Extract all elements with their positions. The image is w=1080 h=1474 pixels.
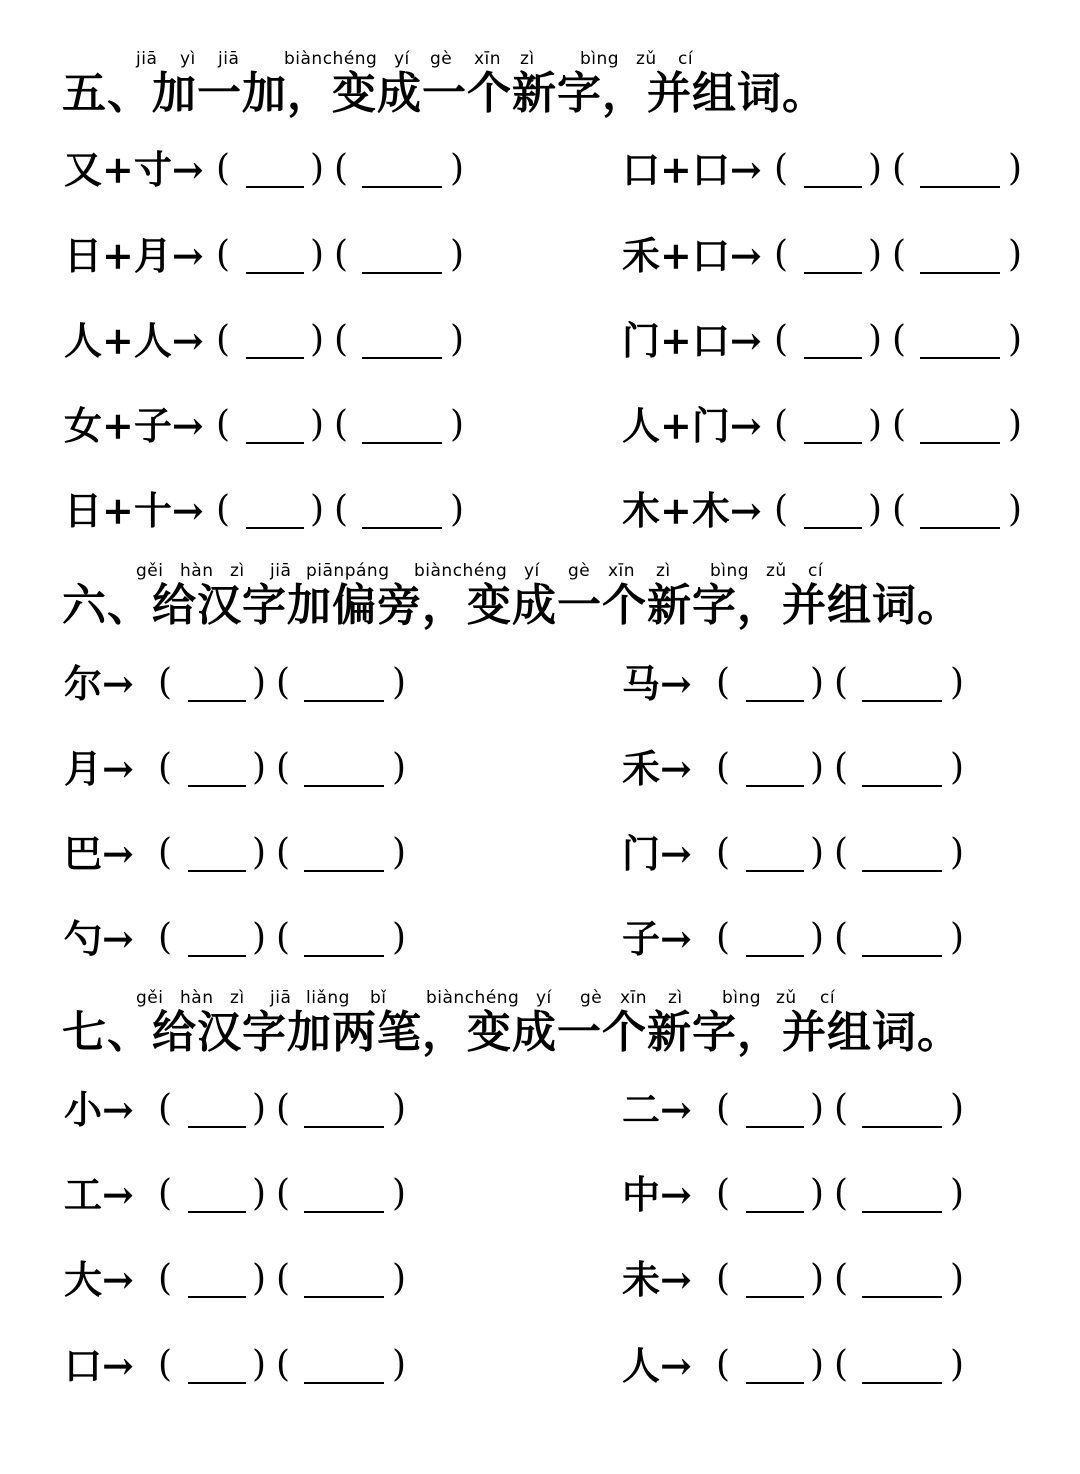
exercise-row bbox=[622, 1250, 1080, 1310]
exercise-expression: 木+木→ bbox=[622, 488, 762, 533]
paren-open: ( bbox=[716, 917, 731, 958]
exercise-expression: 口→ bbox=[64, 1343, 134, 1388]
paren-close: ) bbox=[392, 917, 407, 958]
paren-close: ) bbox=[950, 917, 965, 958]
paren-open: ( bbox=[834, 1258, 849, 1299]
paren-open: ( bbox=[334, 234, 349, 275]
paren-close: ) bbox=[868, 234, 883, 275]
word-blank[interactable] bbox=[920, 186, 1000, 188]
paren-open: ( bbox=[158, 1173, 173, 1214]
exercise-row bbox=[622, 226, 1080, 286]
paren-close: ) bbox=[950, 662, 965, 703]
paren-close: ) bbox=[252, 1258, 267, 1299]
paren-open: ( bbox=[716, 747, 731, 788]
exercise-row bbox=[622, 481, 1080, 541]
pinyin: liǎng bbox=[306, 988, 350, 1008]
pinyin: gè bbox=[580, 988, 603, 1008]
pinyin: hàn bbox=[180, 988, 214, 1008]
paren-open: ( bbox=[276, 917, 291, 958]
paren-open: ( bbox=[892, 404, 907, 445]
paren-open: ( bbox=[276, 1344, 291, 1385]
word-blank[interactable] bbox=[862, 955, 942, 957]
paren-open: ( bbox=[834, 662, 849, 703]
pinyin: hàn bbox=[180, 561, 214, 581]
character-blank[interactable] bbox=[746, 1382, 804, 1384]
character-blank[interactable] bbox=[804, 442, 862, 444]
paren-close: ) bbox=[810, 1173, 825, 1214]
paren-close: ) bbox=[392, 1088, 407, 1129]
paren-close: ) bbox=[392, 662, 407, 703]
pinyin: yí bbox=[524, 561, 540, 581]
word-blank[interactable] bbox=[362, 527, 442, 529]
pinyin: yí bbox=[536, 988, 552, 1008]
character-blank[interactable] bbox=[246, 357, 304, 359]
exercise-expression: 马→ bbox=[622, 661, 692, 706]
paren-close: ) bbox=[810, 917, 825, 958]
exercise-row bbox=[622, 824, 1080, 884]
pinyin: biànchéng bbox=[426, 988, 520, 1008]
word-blank[interactable] bbox=[920, 272, 1000, 274]
paren-close: ) bbox=[450, 319, 465, 360]
word-blank[interactable] bbox=[304, 1126, 384, 1128]
exercise-expression: 巴→ bbox=[64, 831, 134, 876]
paren-open: ( bbox=[216, 319, 231, 360]
paren-open: ( bbox=[216, 404, 231, 445]
exercise-row bbox=[64, 1080, 604, 1140]
paren-close: ) bbox=[810, 747, 825, 788]
paren-open: ( bbox=[774, 319, 789, 360]
word-blank[interactable] bbox=[362, 357, 442, 359]
exercise-expression: 勺→ bbox=[64, 916, 134, 961]
paren-close: ) bbox=[252, 832, 267, 873]
word-blank[interactable] bbox=[862, 1296, 942, 1298]
paren-open: ( bbox=[834, 1344, 849, 1385]
exercise-expression: 禾+口→ bbox=[622, 233, 762, 278]
exercise-row bbox=[64, 1250, 604, 1310]
pinyin: zì bbox=[668, 988, 683, 1008]
exercise-row bbox=[622, 739, 1080, 799]
character-blank[interactable] bbox=[804, 272, 862, 274]
paren-close: ) bbox=[392, 747, 407, 788]
character-blank[interactable] bbox=[746, 1211, 804, 1213]
pinyin: jiā bbox=[218, 49, 240, 69]
word-blank[interactable] bbox=[304, 955, 384, 957]
exercise-expression: 小→ bbox=[64, 1087, 134, 1132]
exercise-expression: 女+子→ bbox=[64, 403, 204, 448]
character-blank[interactable] bbox=[188, 1126, 246, 1128]
pinyin: gè bbox=[430, 49, 453, 69]
paren-open: ( bbox=[892, 489, 907, 530]
paren-open: ( bbox=[216, 148, 231, 189]
exercise-row bbox=[64, 739, 604, 799]
pinyin: gěi bbox=[136, 561, 164, 581]
paren-close: ) bbox=[392, 1258, 407, 1299]
character-blank[interactable] bbox=[188, 1211, 246, 1213]
exercise-expression: 月→ bbox=[64, 746, 134, 791]
paren-close: ) bbox=[868, 404, 883, 445]
paren-open: ( bbox=[716, 832, 731, 873]
paren-close: ) bbox=[1008, 319, 1023, 360]
paren-open: ( bbox=[216, 234, 231, 275]
pinyin: yí bbox=[394, 49, 410, 69]
exercise-expression: 尔→ bbox=[64, 661, 134, 706]
paren-open: ( bbox=[774, 489, 789, 530]
exercise-expression: 人+人→ bbox=[64, 318, 204, 363]
paren-close: ) bbox=[450, 489, 465, 530]
exercise-expression: 人→ bbox=[622, 1343, 692, 1388]
paren-open: ( bbox=[276, 832, 291, 873]
exercise-row bbox=[622, 1336, 1080, 1396]
exercise-expression: 门+口→ bbox=[622, 318, 762, 363]
exercise-row bbox=[64, 824, 604, 884]
character-blank[interactable] bbox=[188, 1296, 246, 1298]
pinyin: zǔ bbox=[636, 49, 657, 69]
exercise-row bbox=[64, 909, 604, 969]
pinyin: zǔ bbox=[776, 988, 797, 1008]
character-blank[interactable] bbox=[188, 1382, 246, 1384]
paren-close: ) bbox=[450, 148, 465, 189]
character-blank[interactable] bbox=[804, 527, 862, 529]
paren-open: ( bbox=[158, 1344, 173, 1385]
paren-close: ) bbox=[392, 1173, 407, 1214]
paren-close: ) bbox=[392, 832, 407, 873]
paren-open: ( bbox=[716, 1088, 731, 1129]
word-blank[interactable] bbox=[304, 870, 384, 872]
exercise-expression: 口+口→ bbox=[622, 147, 762, 192]
paren-open: ( bbox=[716, 1173, 731, 1214]
pinyin: cí bbox=[678, 49, 694, 69]
paren-close: ) bbox=[392, 1344, 407, 1385]
paren-open: ( bbox=[892, 148, 907, 189]
exercise-expression: 大→ bbox=[64, 1257, 134, 1302]
pinyin: bǐ bbox=[370, 988, 387, 1008]
paren-open: ( bbox=[158, 1258, 173, 1299]
paren-close: ) bbox=[310, 319, 325, 360]
paren-close: ) bbox=[450, 234, 465, 275]
exercise-row bbox=[622, 396, 1080, 456]
exercise-row bbox=[64, 1336, 604, 1396]
word-blank[interactable] bbox=[362, 442, 442, 444]
exercise-row bbox=[64, 654, 604, 714]
paren-close: ) bbox=[868, 489, 883, 530]
paren-open: ( bbox=[774, 404, 789, 445]
pinyin: zì bbox=[230, 988, 245, 1008]
paren-open: ( bbox=[892, 234, 907, 275]
paren-close: ) bbox=[252, 1173, 267, 1214]
paren-open: ( bbox=[834, 1173, 849, 1214]
pinyin: xīn bbox=[608, 561, 636, 581]
paren-open: ( bbox=[774, 148, 789, 189]
paren-open: ( bbox=[158, 917, 173, 958]
exercise-row bbox=[622, 140, 1080, 200]
exercise-expression: 工→ bbox=[64, 1172, 134, 1217]
paren-close: ) bbox=[810, 832, 825, 873]
exercise-expression: 禾→ bbox=[622, 746, 692, 791]
paren-open: ( bbox=[216, 489, 231, 530]
pinyin: jiā bbox=[136, 49, 158, 69]
word-blank[interactable] bbox=[304, 700, 384, 702]
character-blank[interactable] bbox=[746, 1126, 804, 1128]
word-blank[interactable] bbox=[362, 186, 442, 188]
paren-close: ) bbox=[1008, 234, 1023, 275]
word-blank[interactable] bbox=[862, 700, 942, 702]
exercise-expression: 子→ bbox=[622, 916, 692, 961]
paren-open: ( bbox=[834, 747, 849, 788]
paren-close: ) bbox=[252, 747, 267, 788]
pinyin: zǔ bbox=[766, 561, 787, 581]
paren-close: ) bbox=[310, 148, 325, 189]
paren-close: ) bbox=[252, 1344, 267, 1385]
paren-open: ( bbox=[276, 1088, 291, 1129]
paren-close: ) bbox=[950, 832, 965, 873]
exercise-expression: 日+月→ bbox=[64, 233, 204, 278]
character-blank[interactable] bbox=[804, 186, 862, 188]
paren-close: ) bbox=[310, 234, 325, 275]
pinyin: xīn bbox=[474, 49, 502, 69]
word-blank[interactable] bbox=[304, 1382, 384, 1384]
exercise-row bbox=[64, 311, 604, 371]
character-blank[interactable] bbox=[246, 272, 304, 274]
paren-open: ( bbox=[716, 1344, 731, 1385]
exercise-expression: 中→ bbox=[622, 1172, 692, 1217]
pinyin: gěi bbox=[136, 988, 164, 1008]
character-blank[interactable] bbox=[746, 955, 804, 957]
character-blank[interactable] bbox=[188, 785, 246, 787]
paren-close: ) bbox=[450, 404, 465, 445]
paren-close: ) bbox=[950, 747, 965, 788]
pinyin: cí bbox=[820, 988, 836, 1008]
exercise-row bbox=[622, 311, 1080, 371]
exercise-row bbox=[64, 481, 604, 541]
pinyin: zì bbox=[656, 561, 671, 581]
paren-open: ( bbox=[892, 319, 907, 360]
exercise-expression: 人+门→ bbox=[622, 403, 762, 448]
paren-open: ( bbox=[158, 662, 173, 703]
paren-close: ) bbox=[252, 1088, 267, 1129]
word-blank[interactable] bbox=[862, 785, 942, 787]
paren-open: ( bbox=[276, 1173, 291, 1214]
paren-open: ( bbox=[276, 747, 291, 788]
paren-open: ( bbox=[716, 1258, 731, 1299]
word-blank[interactable] bbox=[920, 442, 1000, 444]
paren-close: ) bbox=[868, 319, 883, 360]
exercise-expression: 未→ bbox=[622, 1257, 692, 1302]
paren-close: ) bbox=[310, 489, 325, 530]
paren-close: ) bbox=[950, 1258, 965, 1299]
character-blank[interactable] bbox=[246, 527, 304, 529]
pinyin: bìng bbox=[722, 988, 762, 1008]
pinyin: bìng bbox=[710, 561, 750, 581]
paren-close: ) bbox=[810, 1344, 825, 1385]
exercise-row bbox=[64, 396, 604, 456]
exercise-row bbox=[64, 140, 604, 200]
paren-close: ) bbox=[810, 1088, 825, 1129]
character-blank[interactable] bbox=[746, 1296, 804, 1298]
exercise-expression: 门→ bbox=[622, 831, 692, 876]
word-blank[interactable] bbox=[862, 1382, 942, 1384]
exercise-expression: 二→ bbox=[622, 1087, 692, 1132]
exercise-row bbox=[64, 226, 604, 286]
pinyin: biànchéng bbox=[414, 561, 508, 581]
paren-close: ) bbox=[950, 1344, 965, 1385]
paren-close: ) bbox=[1008, 404, 1023, 445]
paren-open: ( bbox=[716, 662, 731, 703]
word-blank[interactable] bbox=[862, 1211, 942, 1213]
word-blank[interactable] bbox=[920, 357, 1000, 359]
pinyin: gè bbox=[568, 561, 591, 581]
section-title: 七、给汉字加两笔，变成一个新字，并组词。 bbox=[62, 1007, 962, 1058]
pinyin: cí bbox=[808, 561, 824, 581]
word-blank[interactable] bbox=[862, 870, 942, 872]
paren-close: ) bbox=[1008, 489, 1023, 530]
paren-close: ) bbox=[810, 662, 825, 703]
exercise-row bbox=[64, 1165, 604, 1225]
paren-open: ( bbox=[334, 319, 349, 360]
word-blank[interactable] bbox=[920, 527, 1000, 529]
paren-open: ( bbox=[334, 404, 349, 445]
paren-close: ) bbox=[252, 662, 267, 703]
exercise-expression: 日+十→ bbox=[64, 488, 204, 533]
section-title: 六、给汉字加偏旁，变成一个新字，并组词。 bbox=[62, 580, 962, 631]
paren-open: ( bbox=[774, 234, 789, 275]
word-blank[interactable] bbox=[362, 272, 442, 274]
character-blank[interactable] bbox=[188, 700, 246, 702]
paren-close: ) bbox=[868, 148, 883, 189]
paren-open: ( bbox=[276, 1258, 291, 1299]
word-blank[interactable] bbox=[862, 1126, 942, 1128]
pinyin: yì bbox=[180, 49, 196, 69]
pinyin: xīn bbox=[620, 988, 648, 1008]
section-title: 五、加一加，变成一个新字，并组词。 bbox=[62, 68, 827, 119]
character-blank[interactable] bbox=[746, 870, 804, 872]
paren-open: ( bbox=[158, 832, 173, 873]
word-blank[interactable] bbox=[304, 785, 384, 787]
character-blank[interactable] bbox=[246, 186, 304, 188]
paren-close: ) bbox=[1008, 148, 1023, 189]
paren-close: ) bbox=[252, 917, 267, 958]
paren-close: ) bbox=[950, 1173, 965, 1214]
paren-open: ( bbox=[158, 747, 173, 788]
paren-open: ( bbox=[276, 662, 291, 703]
character-blank[interactable] bbox=[246, 442, 304, 444]
pinyin: zì bbox=[520, 49, 535, 69]
character-blank[interactable] bbox=[804, 357, 862, 359]
paren-open: ( bbox=[334, 489, 349, 530]
word-blank[interactable] bbox=[304, 1296, 384, 1298]
exercise-row bbox=[622, 909, 1080, 969]
character-blank[interactable] bbox=[188, 870, 246, 872]
character-blank[interactable] bbox=[188, 955, 246, 957]
paren-open: ( bbox=[158, 1088, 173, 1129]
word-blank[interactable] bbox=[304, 1211, 384, 1213]
pinyin: piānpáng bbox=[306, 561, 390, 581]
character-blank[interactable] bbox=[746, 700, 804, 702]
pinyin: zì bbox=[230, 561, 245, 581]
paren-close: ) bbox=[950, 1088, 965, 1129]
character-blank[interactable] bbox=[746, 785, 804, 787]
exercise-row bbox=[622, 654, 1080, 714]
exercise-row bbox=[622, 1080, 1080, 1140]
paren-open: ( bbox=[334, 148, 349, 189]
pinyin: jiā bbox=[270, 988, 292, 1008]
exercise-expression: 又+寸→ bbox=[64, 147, 204, 192]
paren-close: ) bbox=[810, 1258, 825, 1299]
exercise-row bbox=[622, 1165, 1080, 1225]
paren-open: ( bbox=[834, 917, 849, 958]
paren-close: ) bbox=[310, 404, 325, 445]
paren-open: ( bbox=[834, 1088, 849, 1129]
pinyin: biànchéng bbox=[284, 49, 378, 69]
paren-open: ( bbox=[834, 832, 849, 873]
pinyin: jiā bbox=[270, 561, 292, 581]
pinyin: bìng bbox=[580, 49, 620, 69]
